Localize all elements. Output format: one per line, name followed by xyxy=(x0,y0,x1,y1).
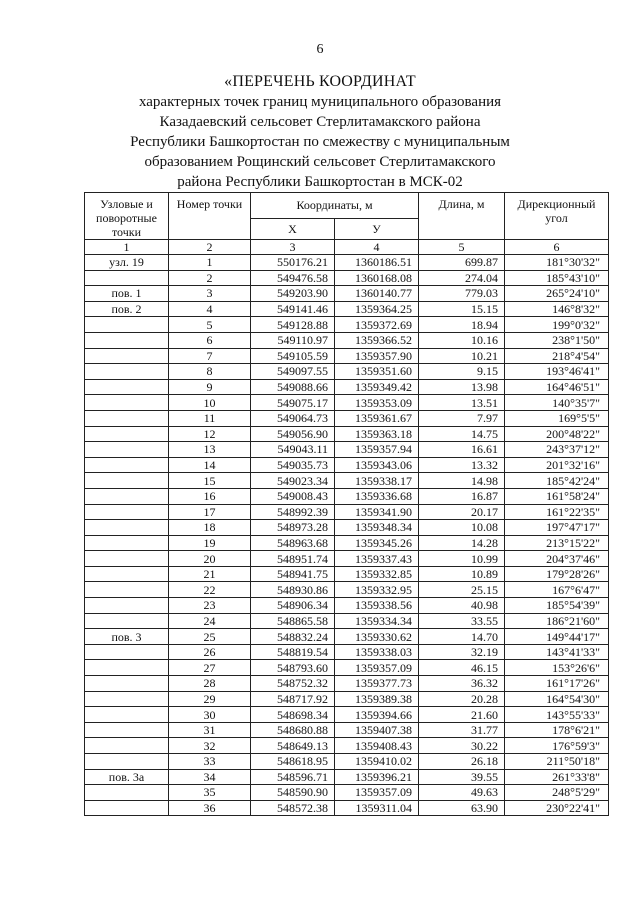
cell-x: 548992.39 xyxy=(251,504,335,520)
cell-node xyxy=(85,473,169,489)
cell-node xyxy=(85,722,169,738)
cell-y: 1359341.90 xyxy=(335,504,419,520)
cell-node xyxy=(85,379,169,395)
cell-length: 10.16 xyxy=(419,332,505,348)
cell-x: 548865.58 xyxy=(251,613,335,629)
cell-length: 25.15 xyxy=(419,582,505,598)
cell-x: 550176.21 xyxy=(251,255,335,271)
cell-y: 1359364.25 xyxy=(335,301,419,317)
cell-x: 549105.59 xyxy=(251,348,335,364)
cell-node xyxy=(85,332,169,348)
cell-node xyxy=(85,535,169,551)
cell-point-number: 32 xyxy=(169,738,251,754)
column-number-1: 1 xyxy=(85,240,169,255)
cell-x: 549043.11 xyxy=(251,442,335,458)
cell-length: 15.15 xyxy=(419,301,505,317)
cell-x: 548930.86 xyxy=(251,582,335,598)
cell-x: 548680.88 xyxy=(251,722,335,738)
cell-node xyxy=(85,644,169,660)
cell-y: 1359361.67 xyxy=(335,410,419,426)
column-number-3: 3 xyxy=(251,240,335,255)
cell-angle: 143°41'33" xyxy=(505,644,609,660)
cell-angle: 164°46'51" xyxy=(505,379,609,395)
cell-y: 1359351.60 xyxy=(335,364,419,380)
table-row xyxy=(85,410,609,426)
cell-length: 63.90 xyxy=(419,800,505,816)
cell-y: 1359345.26 xyxy=(335,535,419,551)
cell-point-number: 8 xyxy=(169,364,251,380)
cell-x: 549097.55 xyxy=(251,364,335,380)
table-row xyxy=(85,676,609,692)
cell-angle: 143°55'33" xyxy=(505,707,609,723)
cell-length: 10.89 xyxy=(419,566,505,582)
table-row xyxy=(85,395,609,411)
cell-y: 1359389.38 xyxy=(335,691,419,707)
cell-x: 548698.34 xyxy=(251,707,335,723)
table-row xyxy=(85,738,609,754)
cell-node xyxy=(85,660,169,676)
cell-node: пов. 2 xyxy=(85,301,169,317)
table-row xyxy=(85,769,609,785)
cell-length: 31.77 xyxy=(419,722,505,738)
cell-angle: 204°37'46" xyxy=(505,551,609,567)
cell-point-number: 10 xyxy=(169,395,251,411)
cell-point-number: 19 xyxy=(169,535,251,551)
cell-point-number: 12 xyxy=(169,426,251,442)
cell-x: 549056.90 xyxy=(251,426,335,442)
cell-angle: 140°35'7" xyxy=(505,395,609,411)
cell-y: 1360140.77 xyxy=(335,286,419,302)
cell-y: 1359348.34 xyxy=(335,520,419,536)
cell-length: 7.97 xyxy=(419,410,505,426)
table-row xyxy=(85,504,609,520)
table-row xyxy=(85,754,609,770)
cell-node xyxy=(85,410,169,426)
table-row xyxy=(85,722,609,738)
cell-angle: 153°26'6" xyxy=(505,660,609,676)
cell-x: 548793.60 xyxy=(251,660,335,676)
cell-point-number: 16 xyxy=(169,488,251,504)
table-row xyxy=(85,551,609,567)
table-row xyxy=(85,379,609,395)
cell-x: 549141.46 xyxy=(251,301,335,317)
cell-y: 1359338.03 xyxy=(335,644,419,660)
cell-angle: 243°37'12" xyxy=(505,442,609,458)
cell-angle: 211°50'18" xyxy=(505,754,609,770)
table-row xyxy=(85,255,609,271)
table-row xyxy=(85,332,609,348)
cell-length: 16.87 xyxy=(419,488,505,504)
header-x: X xyxy=(251,218,335,239)
table-row xyxy=(85,301,609,317)
cell-angle: 169°5'5" xyxy=(505,410,609,426)
cell-point-number: 30 xyxy=(169,707,251,723)
cell-length: 40.98 xyxy=(419,598,505,614)
cell-node xyxy=(85,348,169,364)
cell-angle: 149°44'17" xyxy=(505,629,609,645)
document-title xyxy=(60,72,580,192)
cell-point-number: 22 xyxy=(169,582,251,598)
table-row xyxy=(85,364,609,380)
title-line-5: района Республики Башкортостан в МСК-02 xyxy=(177,174,463,190)
cell-y: 1359330.62 xyxy=(335,629,419,645)
header-coordinates: Координаты, м xyxy=(251,193,419,219)
table-row xyxy=(85,442,609,458)
cell-y: 1360168.08 xyxy=(335,270,419,286)
cell-angle: 200°48'22" xyxy=(505,426,609,442)
table-row xyxy=(85,660,609,676)
cell-x: 548752.32 xyxy=(251,676,335,692)
cell-node xyxy=(85,551,169,567)
cell-length: 10.21 xyxy=(419,348,505,364)
cell-length: 26.18 xyxy=(419,754,505,770)
header-angle: Дирекционный угол xyxy=(505,193,609,240)
cell-x: 548941.75 xyxy=(251,566,335,582)
cell-y: 1359396.21 xyxy=(335,769,419,785)
cell-point-number: 6 xyxy=(169,332,251,348)
cell-node xyxy=(85,582,169,598)
cell-angle: 179°28'26" xyxy=(505,566,609,582)
cell-angle: 161°58'24" xyxy=(505,488,609,504)
table-row xyxy=(85,520,609,536)
cell-x: 549128.88 xyxy=(251,317,335,333)
cell-point-number: 20 xyxy=(169,551,251,567)
cell-angle: 161°17'26" xyxy=(505,676,609,692)
cell-point-number: 13 xyxy=(169,442,251,458)
cell-y: 1359349.42 xyxy=(335,379,419,395)
header-point-number: Номер точки xyxy=(169,193,251,240)
cell-point-number: 2 xyxy=(169,270,251,286)
cell-length: 14.70 xyxy=(419,629,505,645)
table-row xyxy=(85,629,609,645)
cell-length: 9.15 xyxy=(419,364,505,380)
title-line-1: характерных точек границ муниципального образования xyxy=(138,94,502,110)
cell-point-number: 18 xyxy=(169,520,251,536)
cell-y: 1360186.51 xyxy=(335,255,419,271)
cell-node xyxy=(85,270,169,286)
cell-angle: 230°22'41" xyxy=(505,800,609,816)
cell-x: 548951.74 xyxy=(251,551,335,567)
cell-y: 1359366.52 xyxy=(335,332,419,348)
header-y: У xyxy=(335,218,419,239)
cell-angle: 167°6'47" xyxy=(505,582,609,598)
title-line-4: образованием Рощинский сельсовет Стерлитамакского xyxy=(144,154,496,170)
cell-x: 549035.73 xyxy=(251,457,335,473)
cell-point-number: 26 xyxy=(169,644,251,660)
cell-length: 21.60 xyxy=(419,707,505,723)
cell-point-number: 11 xyxy=(169,410,251,426)
cell-x: 549476.58 xyxy=(251,270,335,286)
cell-node xyxy=(85,442,169,458)
cell-y: 1359372.69 xyxy=(335,317,419,333)
cell-node xyxy=(85,426,169,442)
cell-node: пов. 1 xyxy=(85,286,169,302)
cell-node xyxy=(85,504,169,520)
cell-x: 548819.54 xyxy=(251,644,335,660)
table-row xyxy=(85,566,609,582)
cell-x: 549110.97 xyxy=(251,332,335,348)
cell-x: 548973.28 xyxy=(251,520,335,536)
cell-node xyxy=(85,613,169,629)
column-number-4: 4 xyxy=(335,240,419,255)
cell-y: 1359363.18 xyxy=(335,426,419,442)
cell-x: 548618.95 xyxy=(251,754,335,770)
cell-node xyxy=(85,317,169,333)
table-row xyxy=(85,286,609,302)
cell-node xyxy=(85,738,169,754)
column-number-5: 5 xyxy=(419,240,505,255)
table-row xyxy=(85,644,609,660)
cell-x: 549008.43 xyxy=(251,488,335,504)
cell-node xyxy=(85,520,169,536)
cell-length: 13.51 xyxy=(419,395,505,411)
table-row xyxy=(85,535,609,551)
cell-length: 14.98 xyxy=(419,473,505,489)
cell-angle: 201°32'16" xyxy=(505,457,609,473)
cell-node xyxy=(85,691,169,707)
cell-x: 548590.90 xyxy=(251,785,335,801)
table-row xyxy=(85,707,609,723)
cell-point-number: 33 xyxy=(169,754,251,770)
cell-point-number: 9 xyxy=(169,379,251,395)
table-row xyxy=(85,582,609,598)
cell-point-number: 1 xyxy=(169,255,251,271)
table-row xyxy=(85,598,609,614)
cell-y: 1359407.38 xyxy=(335,722,419,738)
cell-x: 548572.38 xyxy=(251,800,335,816)
cell-point-number: 21 xyxy=(169,566,251,582)
cell-y: 1359357.09 xyxy=(335,785,419,801)
cell-length: 10.99 xyxy=(419,551,505,567)
cell-angle: 186°21'60" xyxy=(505,613,609,629)
cell-y: 1359357.09 xyxy=(335,660,419,676)
cell-x: 548832.24 xyxy=(251,629,335,645)
cell-y: 1359332.95 xyxy=(335,582,419,598)
cell-x: 548596.71 xyxy=(251,769,335,785)
cell-y: 1359357.94 xyxy=(335,442,419,458)
cell-node: пов. 3а xyxy=(85,769,169,785)
cell-x: 548649.13 xyxy=(251,738,335,754)
cell-length: 39.55 xyxy=(419,769,505,785)
cell-angle: 178°6'21" xyxy=(505,722,609,738)
header-length: Длина, м xyxy=(419,193,505,240)
cell-node: узл. 19 xyxy=(85,255,169,271)
cell-length: 20.28 xyxy=(419,691,505,707)
cell-angle: 248°5'29" xyxy=(505,785,609,801)
cell-y: 1359408.43 xyxy=(335,738,419,754)
cell-y: 1359334.34 xyxy=(335,613,419,629)
table-row xyxy=(85,317,609,333)
table-body xyxy=(85,255,609,816)
cell-angle: 185°42'24" xyxy=(505,473,609,489)
cell-point-number: 5 xyxy=(169,317,251,333)
cell-angle: 161°22'35" xyxy=(505,504,609,520)
cell-y: 1359337.43 xyxy=(335,551,419,567)
cell-node xyxy=(85,566,169,582)
cell-point-number: 14 xyxy=(169,457,251,473)
table-row xyxy=(85,613,609,629)
cell-node: пов. 3 xyxy=(85,629,169,645)
cell-point-number: 7 xyxy=(169,348,251,364)
cell-length: 13.98 xyxy=(419,379,505,395)
cell-y: 1359410.02 xyxy=(335,754,419,770)
cell-x: 548963.68 xyxy=(251,535,335,551)
cell-y: 1359311.04 xyxy=(335,800,419,816)
title-main: «ПЕРЕЧЕНЬ КООРДИНАТ xyxy=(224,73,416,90)
cell-point-number: 25 xyxy=(169,629,251,645)
cell-length: 779.03 xyxy=(419,286,505,302)
cell-angle: 238°1'50" xyxy=(505,332,609,348)
cell-length: 33.55 xyxy=(419,613,505,629)
title-line-2: Казадаевский сельсовет Стерлитамакского района xyxy=(159,114,481,130)
table-row xyxy=(85,473,609,489)
cell-length: 20.17 xyxy=(419,504,505,520)
cell-length: 16.61 xyxy=(419,442,505,458)
cell-x: 548717.92 xyxy=(251,691,335,707)
cell-y: 1359394.66 xyxy=(335,707,419,723)
table-row xyxy=(85,348,609,364)
cell-node xyxy=(85,707,169,723)
table-row xyxy=(85,270,609,286)
title-line-3: Республики Башкортостан по смежеству с муниципальным xyxy=(130,134,510,150)
cell-node xyxy=(85,488,169,504)
cell-x: 549088.66 xyxy=(251,379,335,395)
cell-point-number: 24 xyxy=(169,613,251,629)
cell-node xyxy=(85,676,169,692)
cell-point-number: 15 xyxy=(169,473,251,489)
table-row xyxy=(85,800,609,816)
cell-length: 18.94 xyxy=(419,317,505,333)
column-number-6: 6 xyxy=(505,240,609,255)
cell-y: 1359336.68 xyxy=(335,488,419,504)
cell-length: 14.28 xyxy=(419,535,505,551)
cell-x: 549064.73 xyxy=(251,410,335,426)
cell-length: 10.08 xyxy=(419,520,505,536)
table-row xyxy=(85,426,609,442)
cell-node xyxy=(85,785,169,801)
cell-angle: 185°43'10" xyxy=(505,270,609,286)
cell-y: 1359338.17 xyxy=(335,473,419,489)
coordinates-table xyxy=(84,192,609,816)
cell-point-number: 17 xyxy=(169,504,251,520)
cell-y: 1359377.73 xyxy=(335,676,419,692)
cell-node xyxy=(85,364,169,380)
cell-angle: 164°54'30" xyxy=(505,691,609,707)
cell-node xyxy=(85,800,169,816)
cell-y: 1359357.90 xyxy=(335,348,419,364)
cell-angle: 213°15'22" xyxy=(505,535,609,551)
cell-angle: 261°33'8" xyxy=(505,769,609,785)
cell-point-number: 27 xyxy=(169,660,251,676)
cell-angle: 146°8'32" xyxy=(505,301,609,317)
table-row xyxy=(85,457,609,473)
cell-y: 1359353.09 xyxy=(335,395,419,411)
cell-length: 274.04 xyxy=(419,270,505,286)
cell-point-number: 36 xyxy=(169,800,251,816)
cell-point-number: 4 xyxy=(169,301,251,317)
table-row xyxy=(85,691,609,707)
cell-angle: 176°59'3" xyxy=(505,738,609,754)
cell-angle: 193°46'41" xyxy=(505,364,609,380)
cell-point-number: 3 xyxy=(169,286,251,302)
cell-length: 49.63 xyxy=(419,785,505,801)
cell-x: 549023.34 xyxy=(251,473,335,489)
cell-length: 46.15 xyxy=(419,660,505,676)
cell-node xyxy=(85,395,169,411)
column-number-2: 2 xyxy=(169,240,251,255)
cell-length: 13.32 xyxy=(419,457,505,473)
cell-point-number: 23 xyxy=(169,598,251,614)
cell-y: 1359332.85 xyxy=(335,566,419,582)
cell-length: 32.19 xyxy=(419,644,505,660)
cell-angle: 218°4'54" xyxy=(505,348,609,364)
cell-y: 1359338.56 xyxy=(335,598,419,614)
cell-angle: 197°47'17" xyxy=(505,520,609,536)
cell-length: 36.32 xyxy=(419,676,505,692)
cell-point-number: 28 xyxy=(169,676,251,692)
cell-point-number: 35 xyxy=(169,785,251,801)
cell-length: 14.75 xyxy=(419,426,505,442)
page-number: 6 xyxy=(316,42,324,57)
cell-length: 699.87 xyxy=(419,255,505,271)
cell-point-number: 29 xyxy=(169,691,251,707)
cell-x: 549203.90 xyxy=(251,286,335,302)
cell-node xyxy=(85,598,169,614)
cell-length: 30.22 xyxy=(419,738,505,754)
cell-x: 549075.17 xyxy=(251,395,335,411)
cell-y: 1359343.06 xyxy=(335,457,419,473)
cell-node xyxy=(85,754,169,770)
cell-point-number: 34 xyxy=(169,769,251,785)
table-row xyxy=(85,785,609,801)
table-row xyxy=(85,488,609,504)
header-nodes: Узловые и поворотные точки xyxy=(85,193,169,240)
cell-point-number: 31 xyxy=(169,722,251,738)
cell-angle: 265°24'10" xyxy=(505,286,609,302)
cell-angle: 199°0'32" xyxy=(505,317,609,333)
cell-angle: 181°30'32" xyxy=(505,255,609,271)
cell-node xyxy=(85,457,169,473)
cell-x: 548906.34 xyxy=(251,598,335,614)
cell-angle: 185°54'39" xyxy=(505,598,609,614)
